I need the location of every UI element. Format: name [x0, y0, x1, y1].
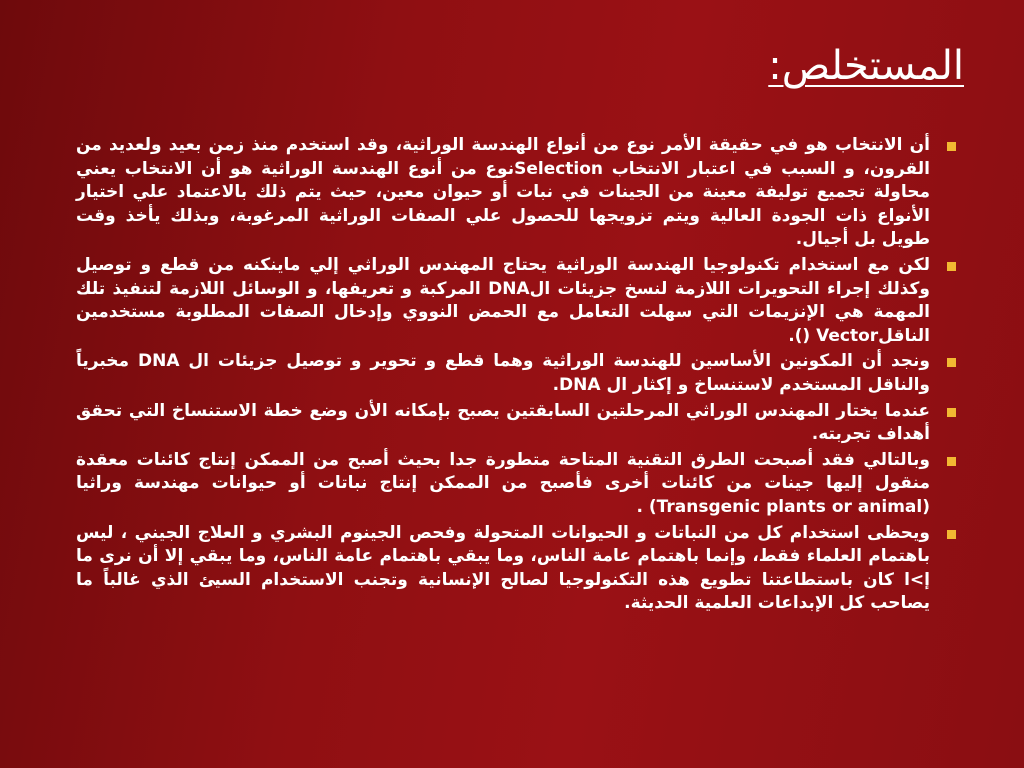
bullet-list: [76, 134, 956, 616]
bullet-text: ويحظى استخدام كل من النباتات و الحيوانات المتحولة وفحص الجينوم البشري و العلاج الجيني ، ليس باهتمام العلماء فقط، وإنما باهتمام عامة الناس، وما يبقي باهتمام عامة الناس، وما يبقي إلا أن نرى ما إ>ا كان باستطاعتنا تطويع هذه التكنولوجيا لصالح الإنسانية وتجنب الاستخدام السيئ الذي غالباً ما يصاحب كل الإبداعات العلمية الحديثة.: [76, 522, 930, 614]
bullet-text: وبالتالي فقد أصبحت الطرق التقنية المتاحة متطورة جدا بحيث أصبح من الممكن إنتاج كائنات معقدة منقول إليها جينات من كائنات أخرى فأصبح من الممكن إنتاج نباتات أو حيوانات مهندسة وراثيا (Transgenic plants or animal) .: [76, 449, 930, 517]
bullet-item: [76, 254, 956, 348]
square-bullet-icon: [947, 358, 956, 367]
slide-title: المستخلص:: [768, 43, 964, 89]
bullet-item: [76, 400, 956, 447]
bullet-item: [76, 350, 956, 397]
square-bullet-icon: [947, 262, 956, 271]
slide-content: [76, 134, 956, 618]
bullet-item: [76, 134, 956, 252]
bullet-item: [76, 522, 956, 616]
bullet-text: ونجد أن المكونين الأساسين للهندسة الوراثية وهما قطع و تحوير و توصيل جزيئات ال DNA مخبرياً والناقل المستخدم لاستنساخ و إكثار ال DNA.: [76, 351, 930, 395]
square-bullet-icon: [947, 142, 956, 151]
square-bullet-icon: [947, 457, 956, 466]
square-bullet-icon: [947, 408, 956, 417]
square-bullet-icon: [947, 530, 956, 539]
bullet-item: [76, 449, 956, 520]
bullet-text: لكن مع استخدام تكنولوجيا الهندسة الوراثية يحتاج المهندس الوراثي إلي ماينكنه من قطع و توصيل وكذلك إجراء التحويرات اللازمة لنسخ جزيئات الDNA المركبة و تعريفها، و الوسائل اللازمة لتنفيذ تلك المهمة هي الإنزيمات التي سهلت التعامل مع الحمض النووي وإدخال الصفات المطلوبة مستخدمين الناقلVector ().: [76, 254, 931, 346]
bullet-text: عندما يختار المهندس الوراثي المرحلتين السابقتين يصبح بإمكانه الأن وضع خطة الاستنساخ التي تحقق أهداف تجربته.: [76, 400, 930, 445]
bullet-text: أن الانتخاب هو في حقيقة الأمر نوع من أنواع الهندسة الوراثية، وقد استخدم منذ زمن بعيد ولعديد من القرون، و السبب في اعتبار الانتخاب Selectionنوع من أنوع الهندسة الوراثية هو أن الانتخاب يعني محاولة تجميع توليفة معينة من الجينات في نبات أو حيوان معين، حيث يتم ذلك بالاعتماد علي اختيار الأنواع ذات الجودة العالية ويتم تزويجها للحصول علي الصفات الوراثية المرغوبة، وبذلك يأخذ وقت طويل بل أجيال.: [76, 135, 930, 250]
